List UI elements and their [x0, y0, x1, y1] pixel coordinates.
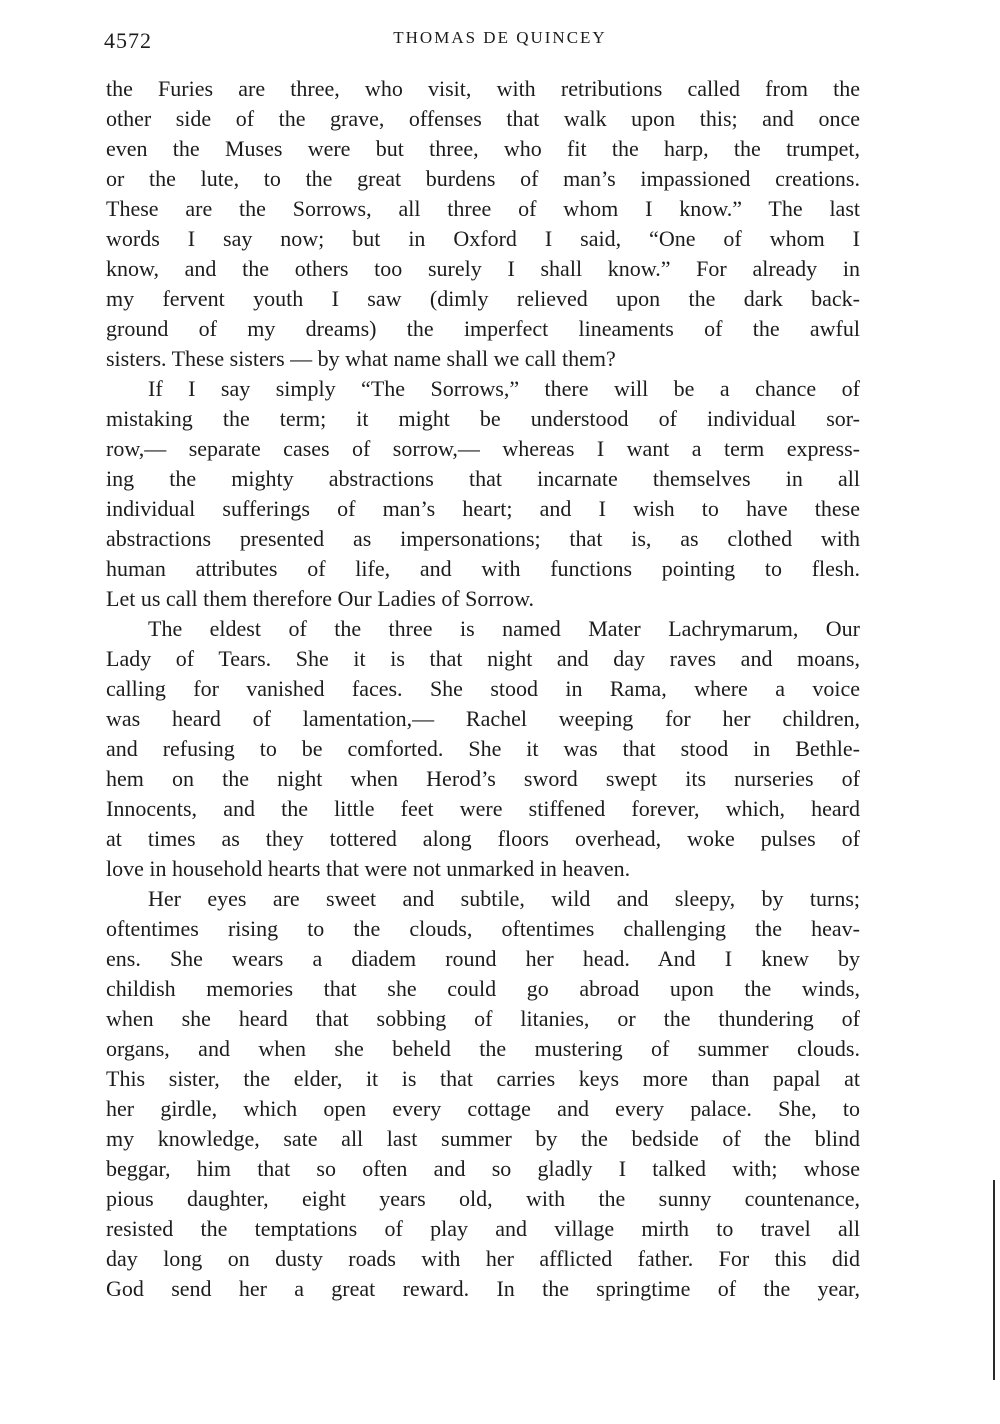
scan-edge-rule [993, 1180, 995, 1380]
body-text [106, 74, 860, 1304]
text-line: other side of the grave, offenses that walk upon this; and once [106, 106, 860, 131]
text-line: ground of my dreams) the imperfect lineaments of the awful [106, 316, 860, 341]
page-number: 4572 [104, 28, 152, 53]
text-line: The eldest of the three is named Mater Lachrymarum, Our [148, 616, 860, 641]
text-line: hem on the night when Herod’s sword swept its nurseries of [106, 766, 860, 791]
text-line: Let us call them therefore Our Ladies of Sorrow. [106, 586, 535, 611]
text-line: organs, and when she beheld the mustering of summer clouds. [106, 1036, 860, 1061]
text-line: ing the mighty abstractions that incarnate themselves in all [106, 466, 860, 491]
text-line: calling for vanished faces. She stood in Rama, where a voice [106, 676, 860, 701]
text-line: and refusing to be comforted. She it was that stood in Bethle- [106, 736, 860, 761]
text-line: sisters. These sisters — by what name shall we call them? [106, 346, 616, 371]
text-line: This sister, the elder, it is that carries keys more than papal at [106, 1066, 860, 1091]
text-line: know, and the others too surely I shall know.” For already in [106, 256, 860, 281]
text-line: row,— separate cases of sorrow,— whereas I want a term express- [106, 436, 860, 461]
text-line: abstractions presented as impersonations; that is, as clothed with [106, 526, 860, 551]
text-line: If I say simply “The Sorrows,” there will be a chance of [148, 376, 860, 401]
text-line: beggar, him that so often and so gladly I talked with; whose [106, 1156, 860, 1181]
text-line: individual sufferings of man’s heart; and I wish to have these [106, 496, 860, 521]
text-line: her girdle, which open every cottage and every palace. She, to [106, 1096, 860, 1121]
text-line: oftentimes rising to the clouds, oftentimes challenging the heav- [106, 916, 860, 941]
text-line: day long on dusty roads with her afflicted father. For this did [106, 1246, 860, 1271]
running-title: THOMAS DE QUINCEY [393, 28, 607, 47]
text-line: at times as they tottered along floors overhead, woke pulses of [106, 826, 860, 851]
text-line: or the lute, to the great burdens of man’s impassioned creations. [106, 166, 860, 191]
text-line: my fervent youth I saw (dimly relieved upon the dark back- [106, 286, 860, 311]
text-line: Lady of Tears. She it is that night and day raves and moans, [106, 646, 860, 671]
text-line: the Furies are three, who visit, with retributions called from the [106, 76, 860, 101]
text-line: These are the Sorrows, all three of whom I know.” The last [106, 196, 860, 221]
text-line: Innocents, and the little feet were stiffened forever, which, heard [106, 796, 860, 821]
text-line: childish memories that she could go abroad upon the winds, [106, 976, 860, 1001]
text-line: when she heard that sobbing of litanies, or the thundering of [106, 1006, 860, 1031]
text-line: even the Muses were but three, who fit the harp, the trumpet, [106, 136, 860, 161]
text-line: my knowledge, sate all last summer by the bedside of the blind [106, 1126, 860, 1151]
text-line: pious daughter, eight years old, with the sunny countenance, [106, 1186, 860, 1211]
text-line: mistaking the term; it might be understood of individual sor- [106, 406, 860, 431]
text-line: ens. She wears a diadem round her head. And I knew by [106, 946, 860, 971]
text-line: Her eyes are sweet and subtile, wild and sleepy, by turns; [148, 886, 860, 911]
text-line: love in household hearts that were not unmarked in heaven. [106, 856, 631, 881]
text-line: words I say now; but in Oxford I said, “One of whom I [106, 226, 860, 251]
text-line: human attributes of life, and with functions pointing to flesh. [106, 556, 860, 581]
text-line: God send her a great reward. In the springtime of the year, [106, 1276, 860, 1301]
text-line: was heard of lamentation,— Rachel weeping for her children, [106, 706, 860, 731]
text-line: resisted the temptations of play and village mirth to travel all [106, 1216, 860, 1241]
